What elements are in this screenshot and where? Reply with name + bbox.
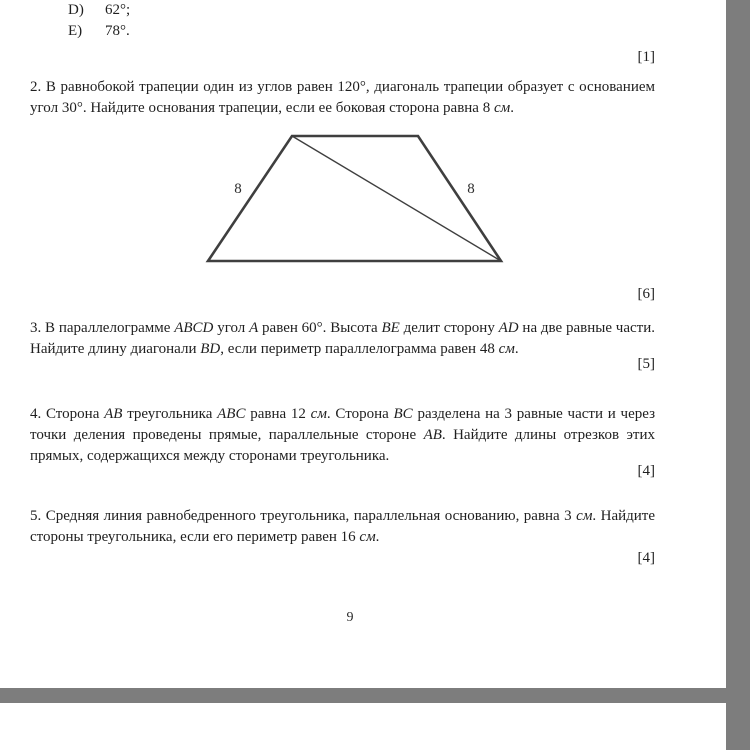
next-page-top-edge [0,703,726,750]
mark-question-1: [1] [637,49,655,65]
mark-question-3: [5] [637,356,655,372]
answer-options-block [68,0,130,42]
mark-question-2: [6] [637,286,655,302]
trapezoid-svg [180,125,520,275]
answer-option-d [68,0,130,21]
side-length-label-right: 8 [467,181,475,197]
trapezoid-outline [208,136,501,261]
page-number: 9 [346,610,354,625]
question-3-text: 3. В параллелограмме ABCD угол A равен 60°. Высота BE делит сторону AD на две равные части. Найдите длину диагонали BD, если периметр параллелограмма равен 48 см. [30,320,656,357]
trapezoid-figure [180,125,520,275]
answer-option-e-label: E) [68,23,83,39]
answer-option-e [68,21,130,42]
side-length-label-left: 8 [234,181,242,197]
mark-question-4: [4] [637,463,655,479]
question-4-text: 4. Сторона AB треугольника ABC равна 12 см. Сторона BC разделена на 3 равные части и через точки деления проведены прямые, параллельные стороне AB. Найдите длины отрезков этих прямых, содержащихся между сторонами треугольника. [30,406,655,464]
mark-question-5: [4] [637,550,655,566]
trapezoid-diagonal [292,136,501,261]
question-5-text: 5. Средняя линия равнобедренного треугольника, параллельная основанию, равна 3 см. Найдите стороны треугольника, если его периметр равен 16 см. [30,508,655,545]
answer-option-e-value: 78°. [105,23,130,39]
question-2-text: 2. В равнобокой трапеции один из углов равен 120°, диагональ трапеции образует с основанием угол 30°. Найдите основания трапеции, если ее боковая сторона равна 8 см. [30,79,655,116]
answer-option-d-label: D) [68,2,84,18]
answer-option-d-value: 62°; [105,2,131,18]
